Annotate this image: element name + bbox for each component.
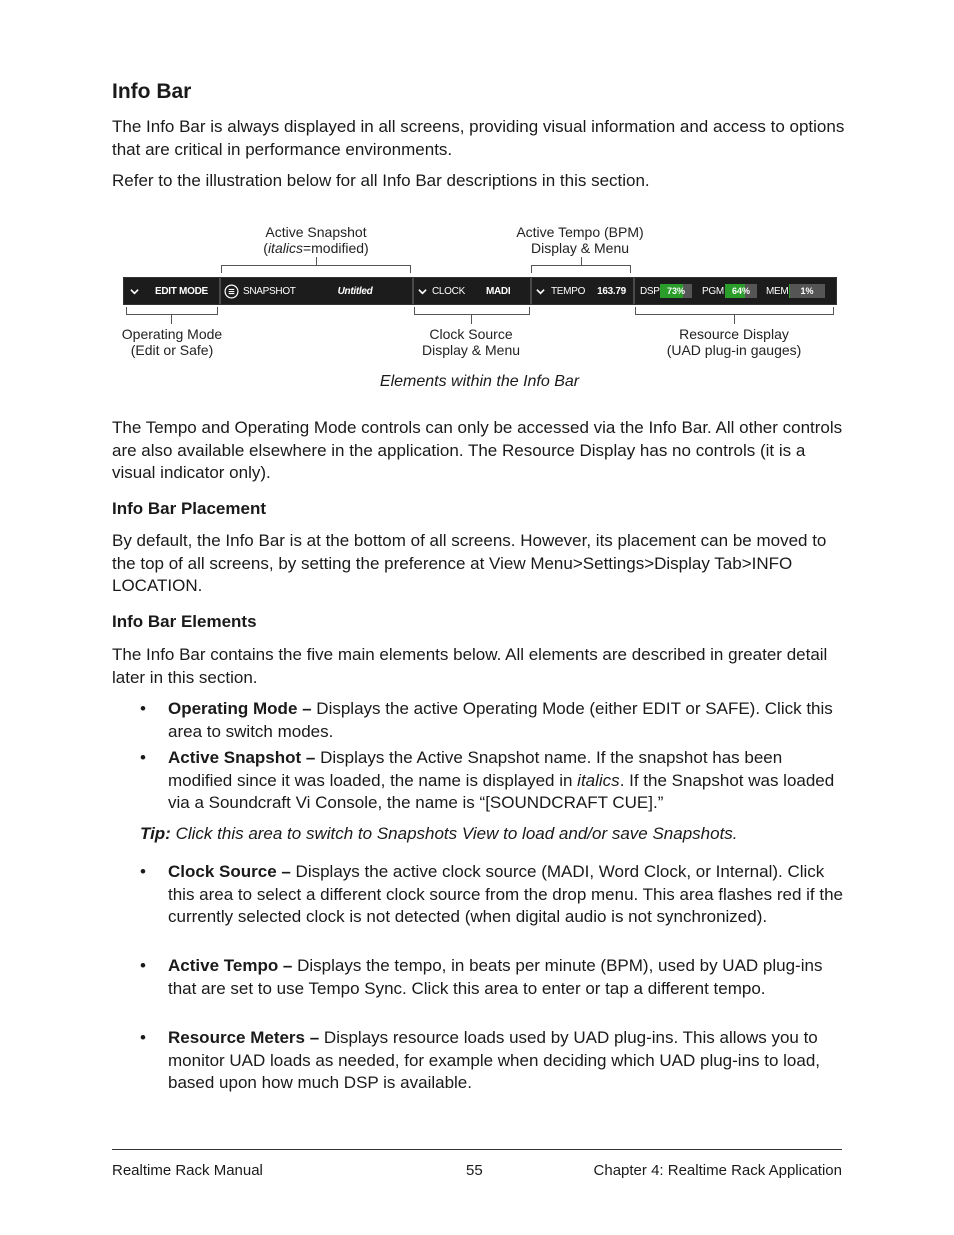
callout-operating-mode [96, 326, 248, 358]
callout-resource-display [644, 326, 824, 358]
bracket-resource-display [635, 307, 834, 315]
dsp-label: DSP [640, 286, 660, 297]
operating-mode-value: EDIT MODE [155, 285, 208, 297]
callout-active-tempo-line2: Display & Menu [530, 240, 630, 256]
divider [530, 278, 532, 304]
chevron-down-icon [130, 287, 139, 296]
callout-clock-source-line1: Clock Source [429, 326, 513, 342]
callout-active-snapshot-line2: (italics=modified) [263, 240, 369, 256]
callout-stem [581, 257, 582, 265]
dsp-gauge-value: 73% [666, 286, 685, 296]
divider [219, 278, 221, 304]
tip-text: Click this area to switch to Snapshots View to load and/or save Snapshots. [170, 824, 738, 843]
body-paragraph: The Tempo and Operating Mode controls can only be accessed via the Info Bar. All other controls are also available elsewhere in the application. The Resource Display has no controls (it is a visual indicator only). [112, 418, 843, 482]
divider [412, 278, 414, 304]
section-heading: Info Bar [112, 80, 192, 103]
callout-resource-display-line1: Resource Display [679, 326, 789, 342]
snapshot-menu-icon [224, 284, 239, 299]
page-number: 55 [466, 1162, 483, 1179]
callout-clock-source [396, 326, 546, 358]
divider [633, 278, 635, 304]
callout-active-tempo [490, 224, 670, 256]
tip-label: Tip: [140, 824, 171, 843]
bullet-symbol: • [140, 748, 146, 767]
bracket-operating-mode [126, 307, 218, 315]
pgm-gauge-value: 64% [731, 286, 750, 296]
chevron-down-icon [536, 287, 545, 296]
footer-rule [112, 1149, 842, 1150]
callout-italic-word: italics [267, 240, 303, 256]
tempo-label: TEMPO [551, 285, 586, 297]
bracket-active-tempo [531, 265, 631, 273]
placement-heading: Info Bar Placement [112, 499, 266, 518]
bullet-symbol: • [140, 1028, 146, 1047]
list-item-text [168, 698, 846, 743]
info-bar [123, 277, 837, 305]
callout-clock-source-line2: Display & Menu [421, 342, 521, 358]
bullet-symbol: • [140, 862, 146, 881]
intro-reference-paragraph: Refer to the illustration below for all Info Bar descriptions in this section. [112, 171, 650, 190]
list-item-term: Resource Meters – [168, 1028, 320, 1047]
clock-source-segment[interactable] [418, 278, 528, 304]
footer-manual-title: Realtime Rack Manual [112, 1162, 263, 1179]
list-item-term: Active Snapshot – [168, 748, 316, 767]
snapshot-label: SNAPSHOT [243, 285, 296, 297]
figure-caption: Elements within the Info Bar [379, 373, 580, 390]
callout-active-snapshot [236, 224, 396, 256]
pgm-gauge [725, 284, 757, 298]
list-item-term: Active Tempo – [168, 956, 293, 975]
callout-operating-mode-line1: Operating Mode [121, 326, 223, 342]
callout-resource-display-line2: (UAD plug-in gauges) [666, 342, 802, 358]
callout-stem [471, 315, 472, 324]
bullet-symbol: • [140, 956, 146, 975]
list-item-description: Displays the active Operating Mode (either EDIT or SAFE). Click this area to switch modes. [168, 699, 833, 741]
elements-paragraph: The Info Bar contains the five main elements below. All elements are described in greater detail later in this section. [112, 645, 828, 687]
list-item-description: Displays the tempo, in beats per minute (BPM), used by UAD plug-ins that are set to use Tempo Sync. Click this area to enter or tap a different tempo. [168, 956, 823, 998]
list-item-text [168, 955, 846, 1000]
list-item-term: Operating Mode – [168, 699, 312, 718]
elements-heading: Info Bar Elements [112, 612, 257, 631]
placement-paragraph: By default, the Info Bar is at the bottom of all screens. However, its placement can be moved to the top of all screens, by setting the preference at View Menu>Settings>Display Tab>INFO LOCATION. [112, 531, 827, 595]
dsp-gauge [660, 284, 692, 298]
tempo-segment[interactable] [536, 278, 632, 304]
list-item-text [168, 1027, 846, 1095]
bracket-clock-source [414, 307, 530, 315]
footer-chapter-title: Chapter 4: Realtime Rack Application [593, 1162, 842, 1179]
pgm-label: PGM [702, 286, 724, 297]
list-item-description: Displays resource loads used by UAD plug-ins. This allows you to monitor UAD loads as needed, for example when deciding which UAD plug-ins to load, based upon how much DSP is available. [168, 1028, 821, 1092]
callout-stem [316, 257, 317, 265]
snapshot-name: Untitled [337, 285, 373, 297]
clock-value: MADI [485, 285, 511, 297]
list-item-description: Displays the active clock source (MADI, Word Clock, or Internal). Click this area to select a different clock source from the drop menu. This area flashes red if the currently selected clock is not detected (when digital audio is not synchronized). [168, 862, 843, 926]
bullet-symbol: • [140, 699, 146, 718]
bracket-active-snapshot [221, 265, 411, 273]
callout-modified-text: =modified) [302, 240, 369, 256]
intro-paragraph: The Info Bar is always displayed in all screens, providing visual information and access to options that are critical in performance environments. [112, 117, 845, 159]
mem-gauge-value: 1% [800, 286, 814, 296]
callout-active-tempo-line1: Active Tempo (BPM) [516, 224, 644, 240]
callout-stem [734, 315, 735, 324]
list-item-text [168, 861, 846, 929]
list-item-description-cont: . If the Snapshot was loaded via a Soundcraft Vi Console, the name is “[SOUNDCRAFT CUE].” [168, 770, 835, 812]
tip-note [140, 824, 846, 844]
list-item-italic: italics [577, 770, 620, 790]
operating-mode-segment[interactable] [130, 278, 220, 304]
list-item-description: Displays the Active Snapshot name. If the snapshot has been modified since it was loaded, the name is displayed in [168, 748, 783, 790]
mem-gauge [789, 284, 825, 298]
callout-stem [171, 315, 172, 324]
chevron-down-icon [418, 287, 427, 296]
list-item-text [168, 747, 846, 815]
callout-active-snapshot-line1: Active Snapshot [265, 224, 367, 240]
callout-operating-mode-line2: (Edit or Safe) [130, 342, 214, 358]
tempo-value: 163.79 [597, 285, 626, 297]
clock-label: CLOCK [432, 285, 465, 297]
mem-label: MEM [766, 286, 789, 297]
snapshot-segment[interactable] [224, 278, 412, 304]
list-item-term: Clock Source – [168, 862, 291, 881]
